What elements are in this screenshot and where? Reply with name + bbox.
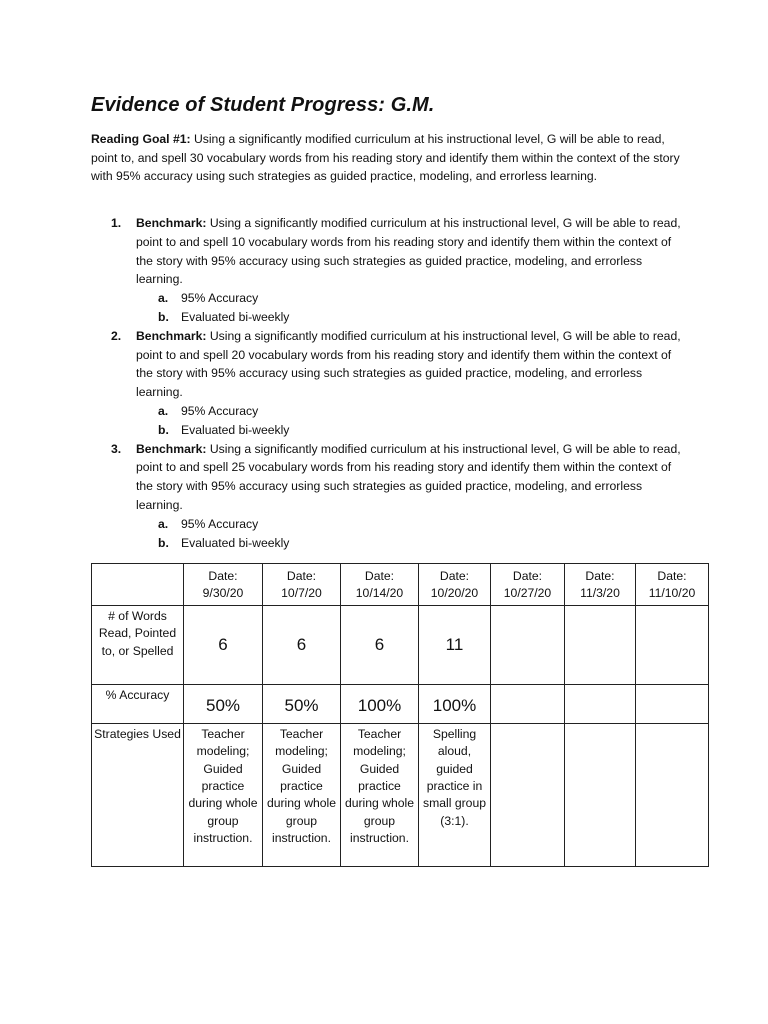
date-header-cell — [565, 564, 636, 606]
criteria-item — [136, 402, 681, 421]
words-cell — [491, 605, 565, 684]
criteria-text: 95% Accuracy — [181, 516, 259, 531]
benchmark-number: 1. — [111, 216, 122, 230]
date-label: Date: — [208, 569, 238, 583]
benchmark-label: Benchmark: — [136, 328, 207, 343]
reading-goal — [91, 130, 681, 186]
table-header-row — [92, 564, 709, 606]
accuracy-cell — [565, 684, 636, 723]
date-label: Date: — [364, 569, 395, 583]
criteria-item — [136, 421, 681, 440]
benchmark-criteria — [136, 515, 681, 553]
criteria-text: Evaluated bi-weekly — [181, 309, 290, 324]
words-cell — [636, 605, 709, 684]
criteria-letter: a. — [158, 403, 169, 418]
criteria-item — [136, 308, 681, 327]
date-value: 10/7/20 — [281, 586, 322, 601]
accuracy-cell — [636, 684, 709, 723]
date-value: 9/30/20 — [202, 586, 244, 601]
criteria-letter: a. — [158, 516, 169, 531]
date-value: 10/14/20 — [355, 586, 404, 601]
benchmark-item — [91, 327, 681, 440]
criteria-letter: a. — [158, 291, 169, 306]
words-cell: 6 — [263, 605, 341, 684]
date-header-cell — [491, 564, 565, 606]
criteria-text: Evaluated bi-weekly — [181, 535, 290, 550]
row-label-words: # of Words Read, Pointed to, or Spelled — [92, 605, 184, 684]
benchmark-number: 2. — [111, 328, 122, 343]
date-value: 10/20/20 — [430, 586, 479, 601]
date-header-cell — [263, 564, 341, 606]
date-value: 10/27/20 — [503, 586, 552, 601]
strategy-cell: Spelling aloud, guided practice in small group (3:1). — [419, 723, 491, 866]
criteria-letter: b. — [158, 535, 169, 550]
strategy-cell — [636, 723, 709, 866]
strategy-cell — [565, 723, 636, 866]
strategy-cell: Teacher modeling; Guided practice during whole group instruction. — [341, 723, 419, 866]
criteria-text: Evaluated bi-weekly — [181, 422, 290, 437]
date-label: Date: — [657, 569, 687, 583]
benchmark-item — [91, 440, 681, 553]
strategy-cell: Teacher modeling; Guided practice during whole group instruction. — [263, 723, 341, 866]
table-row-words — [92, 605, 709, 684]
accuracy-cell — [491, 684, 565, 723]
criteria-text: 95% Accuracy — [181, 291, 259, 306]
benchmark-item — [91, 214, 681, 327]
date-label: Date: — [512, 569, 543, 583]
date-header-cell — [184, 564, 263, 606]
table-row-strategies — [92, 723, 709, 866]
row-label-accuracy: % Accuracy — [92, 684, 184, 723]
benchmark-number: 3. — [111, 441, 122, 456]
benchmark-list — [91, 214, 681, 552]
date-label: Date: — [286, 569, 317, 583]
accuracy-cell: 50% — [184, 684, 263, 723]
words-cell: 11 — [419, 605, 491, 684]
strategy-cell — [491, 723, 565, 866]
header-corner-cell — [92, 564, 184, 606]
date-label: Date: — [585, 569, 615, 583]
date-header-cell — [341, 564, 419, 606]
words-cell: 6 — [184, 605, 263, 684]
benchmark-text: Using a significantly modified curriculum at his instructional level, G will be able to read, point to and spell 25 vocabulary words from his reading story and identify them within the context of the story with 95% accuracy using such strategies as guided practice, modeling, and errorless learning. — [136, 441, 681, 512]
accuracy-cell: 50% — [263, 684, 341, 723]
benchmark-label: Benchmark: — [136, 441, 207, 456]
criteria-letter: b. — [158, 309, 169, 324]
accuracy-cell: 100% — [419, 684, 491, 723]
criteria-item — [136, 515, 681, 534]
benchmark-text: Using a significantly modified curriculum at his instructional level, G will be able to read, point to and spell 20 vocabulary words from his reading story and identify them within the context of the story with 95% accuracy using such strategies as guided practice, modeling, and errorless learning. — [136, 328, 681, 400]
date-value: 11/10/20 — [648, 586, 696, 601]
words-cell: 6 — [341, 605, 419, 684]
date-value: 11/3/20 — [580, 586, 620, 601]
accuracy-cell: 100% — [341, 684, 419, 723]
criteria-text: 95% Accuracy — [181, 403, 259, 418]
date-header-cell — [636, 564, 709, 606]
benchmark-label: Benchmark: — [136, 216, 207, 230]
benchmark-criteria — [136, 289, 681, 327]
words-cell — [565, 605, 636, 684]
date-header-cell — [419, 564, 491, 606]
table-row-accuracy — [92, 684, 709, 723]
criteria-item — [136, 534, 681, 553]
row-label-strategies: Strategies Used — [92, 723, 184, 866]
reading-goal-label: Reading Goal #1: — [91, 132, 191, 146]
date-label: Date: — [439, 569, 470, 583]
progress-table — [91, 563, 709, 867]
document-title: Evidence of Student Progress: G.M. — [91, 94, 435, 116]
criteria-item — [136, 289, 681, 308]
strategy-cell: Teacher modeling; Guided practice during whole group instruction. — [184, 723, 263, 866]
criteria-letter: b. — [158, 422, 169, 437]
benchmark-criteria — [136, 402, 681, 440]
reading-goal-text: Using a significantly modified curriculum at his instructional level, G will be able to read, point to, and spell 30 vocabulary words from his reading story and identify them within the context of the story with 95% accuracy using such strategies as guided practice, modeling, and errorless learning. — [91, 132, 680, 184]
benchmark-text: Using a significantly modified curriculum at his instructional level, G will be able to read, point to and spell 10 vocabulary words from his reading story and identify them within the context of the story with 95% accuracy using such strategies as guided practice, modeling, and errorless learning. — [136, 216, 681, 287]
